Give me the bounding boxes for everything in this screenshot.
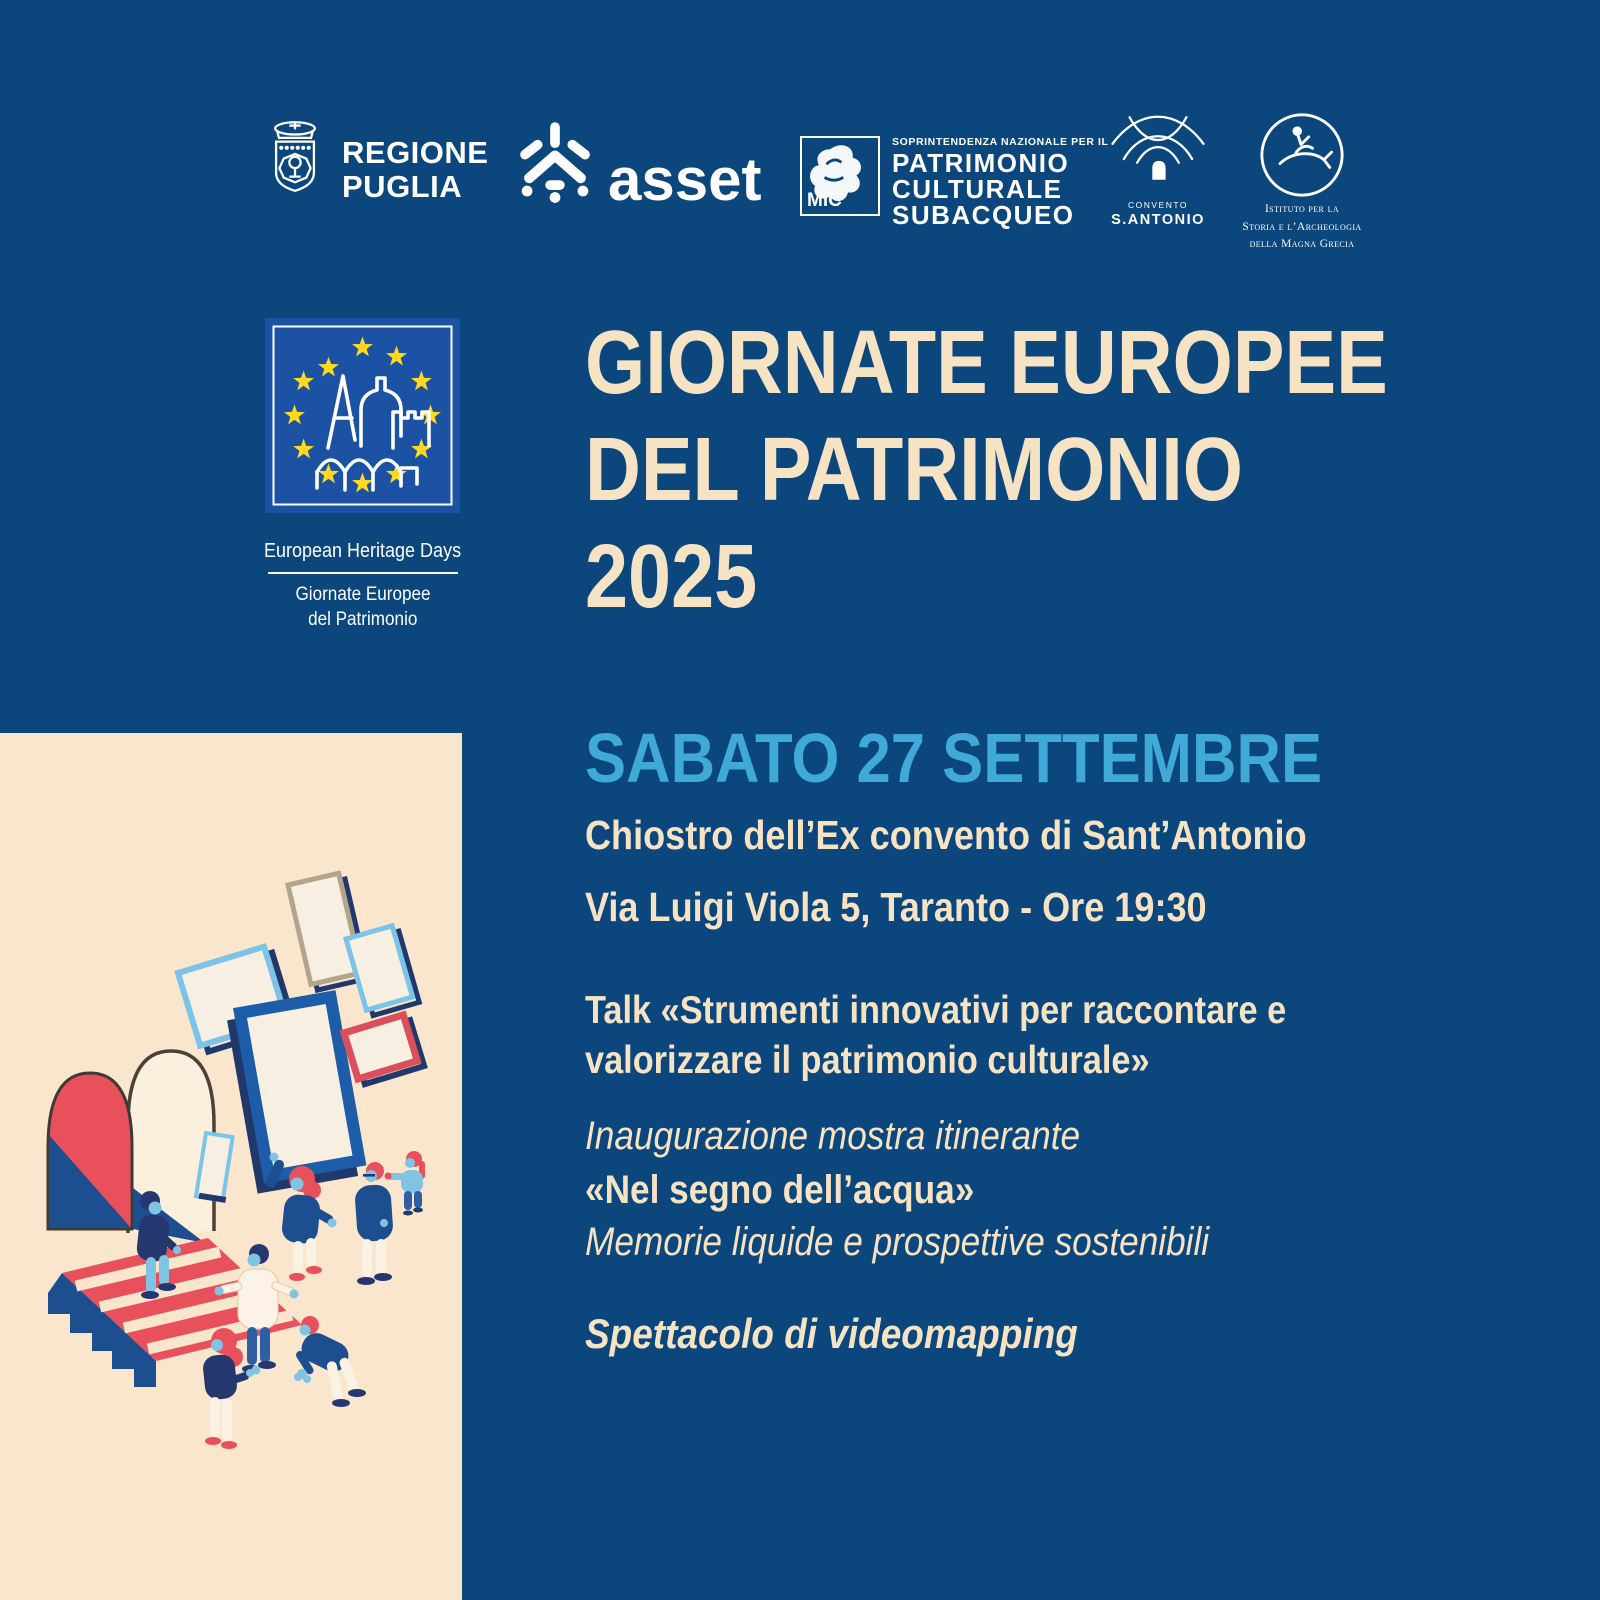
logo-regione-puglia xyxy=(264,118,488,222)
picture-frame-lightblue-right xyxy=(346,924,419,1016)
event-address: Via Luigi Viola 5, Taranto - Ore 19:30 xyxy=(585,884,1207,930)
ehd-caption-italian-line2: del Patrimonio xyxy=(307,608,418,630)
ehd-caption-divider xyxy=(268,572,458,574)
picture-frame-navy-large xyxy=(231,997,361,1188)
convento-vault-icon xyxy=(1110,104,1206,194)
convento-label-small: CONVENTO xyxy=(1127,200,1189,210)
talk-line1: Talk «Strumenti innovativi per raccontare e xyxy=(585,989,1287,1032)
ehd-caption-english: European Heritage Days xyxy=(263,540,462,562)
gallery-illustration-panel xyxy=(0,733,462,1600)
mostra-subtitle: Memorie liquide e prospettive sostenibili xyxy=(585,1220,1210,1264)
magna-grecia-caption-line1: Istituto per la xyxy=(1264,203,1340,215)
person-bending xyxy=(294,1316,366,1407)
person-glasses xyxy=(354,1162,394,1285)
ehd-caption-italian-line1: Giornate Europee xyxy=(295,583,430,605)
title-line1: GIORNATE EUROPEE xyxy=(585,313,1388,413)
event-talk xyxy=(585,986,1382,1086)
asset-label: asset xyxy=(608,145,762,213)
event-date: SABATO 27 SETTEMBRE xyxy=(585,719,1323,797)
asset-icon xyxy=(512,120,598,204)
ehd-logo xyxy=(265,318,460,518)
mostra-title: «Nel segno dell’acqua» xyxy=(585,1168,975,1212)
magna-grecia-caption-line2: Storia e l’Archeologia xyxy=(1242,220,1362,233)
mic-acronym: MiC xyxy=(807,190,842,211)
event-venue: Chiostro dell’Ex convento di Sant’Antonio xyxy=(585,812,1307,858)
title-line3: 2025 xyxy=(585,527,758,627)
logo-magna-grecia xyxy=(1218,112,1386,251)
mic-line-subacqueo: SUBACQUEO xyxy=(892,200,1075,230)
mic-emblem-icon xyxy=(800,136,880,216)
mostra-intro: Inaugurazione mostra itinerante xyxy=(585,1114,1081,1158)
event-show: Spettacolo di videomapping xyxy=(585,1310,1078,1357)
talk-line2: valorizzare il patrimonio culturale» xyxy=(585,1039,1150,1082)
logo-convento-santantonio xyxy=(1098,104,1218,228)
convento-label-name: S.ANTONIO xyxy=(1111,212,1205,228)
magna-grecia-seal-icon xyxy=(1259,112,1345,198)
arch-doorway xyxy=(48,1051,236,1243)
logo-mic-soprintendenza xyxy=(800,136,1109,228)
mic-line-patrimonio: PATRIMONIO xyxy=(892,148,1070,178)
mic-line-culturale: CULTURALE xyxy=(892,174,1063,204)
picture-frame-red xyxy=(344,1013,424,1085)
magna-grecia-caption-line3: della Magna Grecia xyxy=(1249,238,1355,250)
regione-puglia-label-line1: REGIONE xyxy=(342,135,489,170)
page-title xyxy=(585,310,1518,631)
ehd-captions xyxy=(240,540,485,632)
regione-puglia-label-line2: PUGLIA xyxy=(342,169,463,204)
mic-superline: SOPRINTENDENZA NAZIONALE PER IL xyxy=(892,136,1109,148)
logo-asset xyxy=(512,120,762,213)
ehd-emblem-icon xyxy=(265,318,460,513)
title-line2: DEL PATRIMONIO xyxy=(585,420,1243,520)
gallery-illustration xyxy=(0,733,462,1600)
regione-puglia-shield-icon xyxy=(264,118,326,222)
